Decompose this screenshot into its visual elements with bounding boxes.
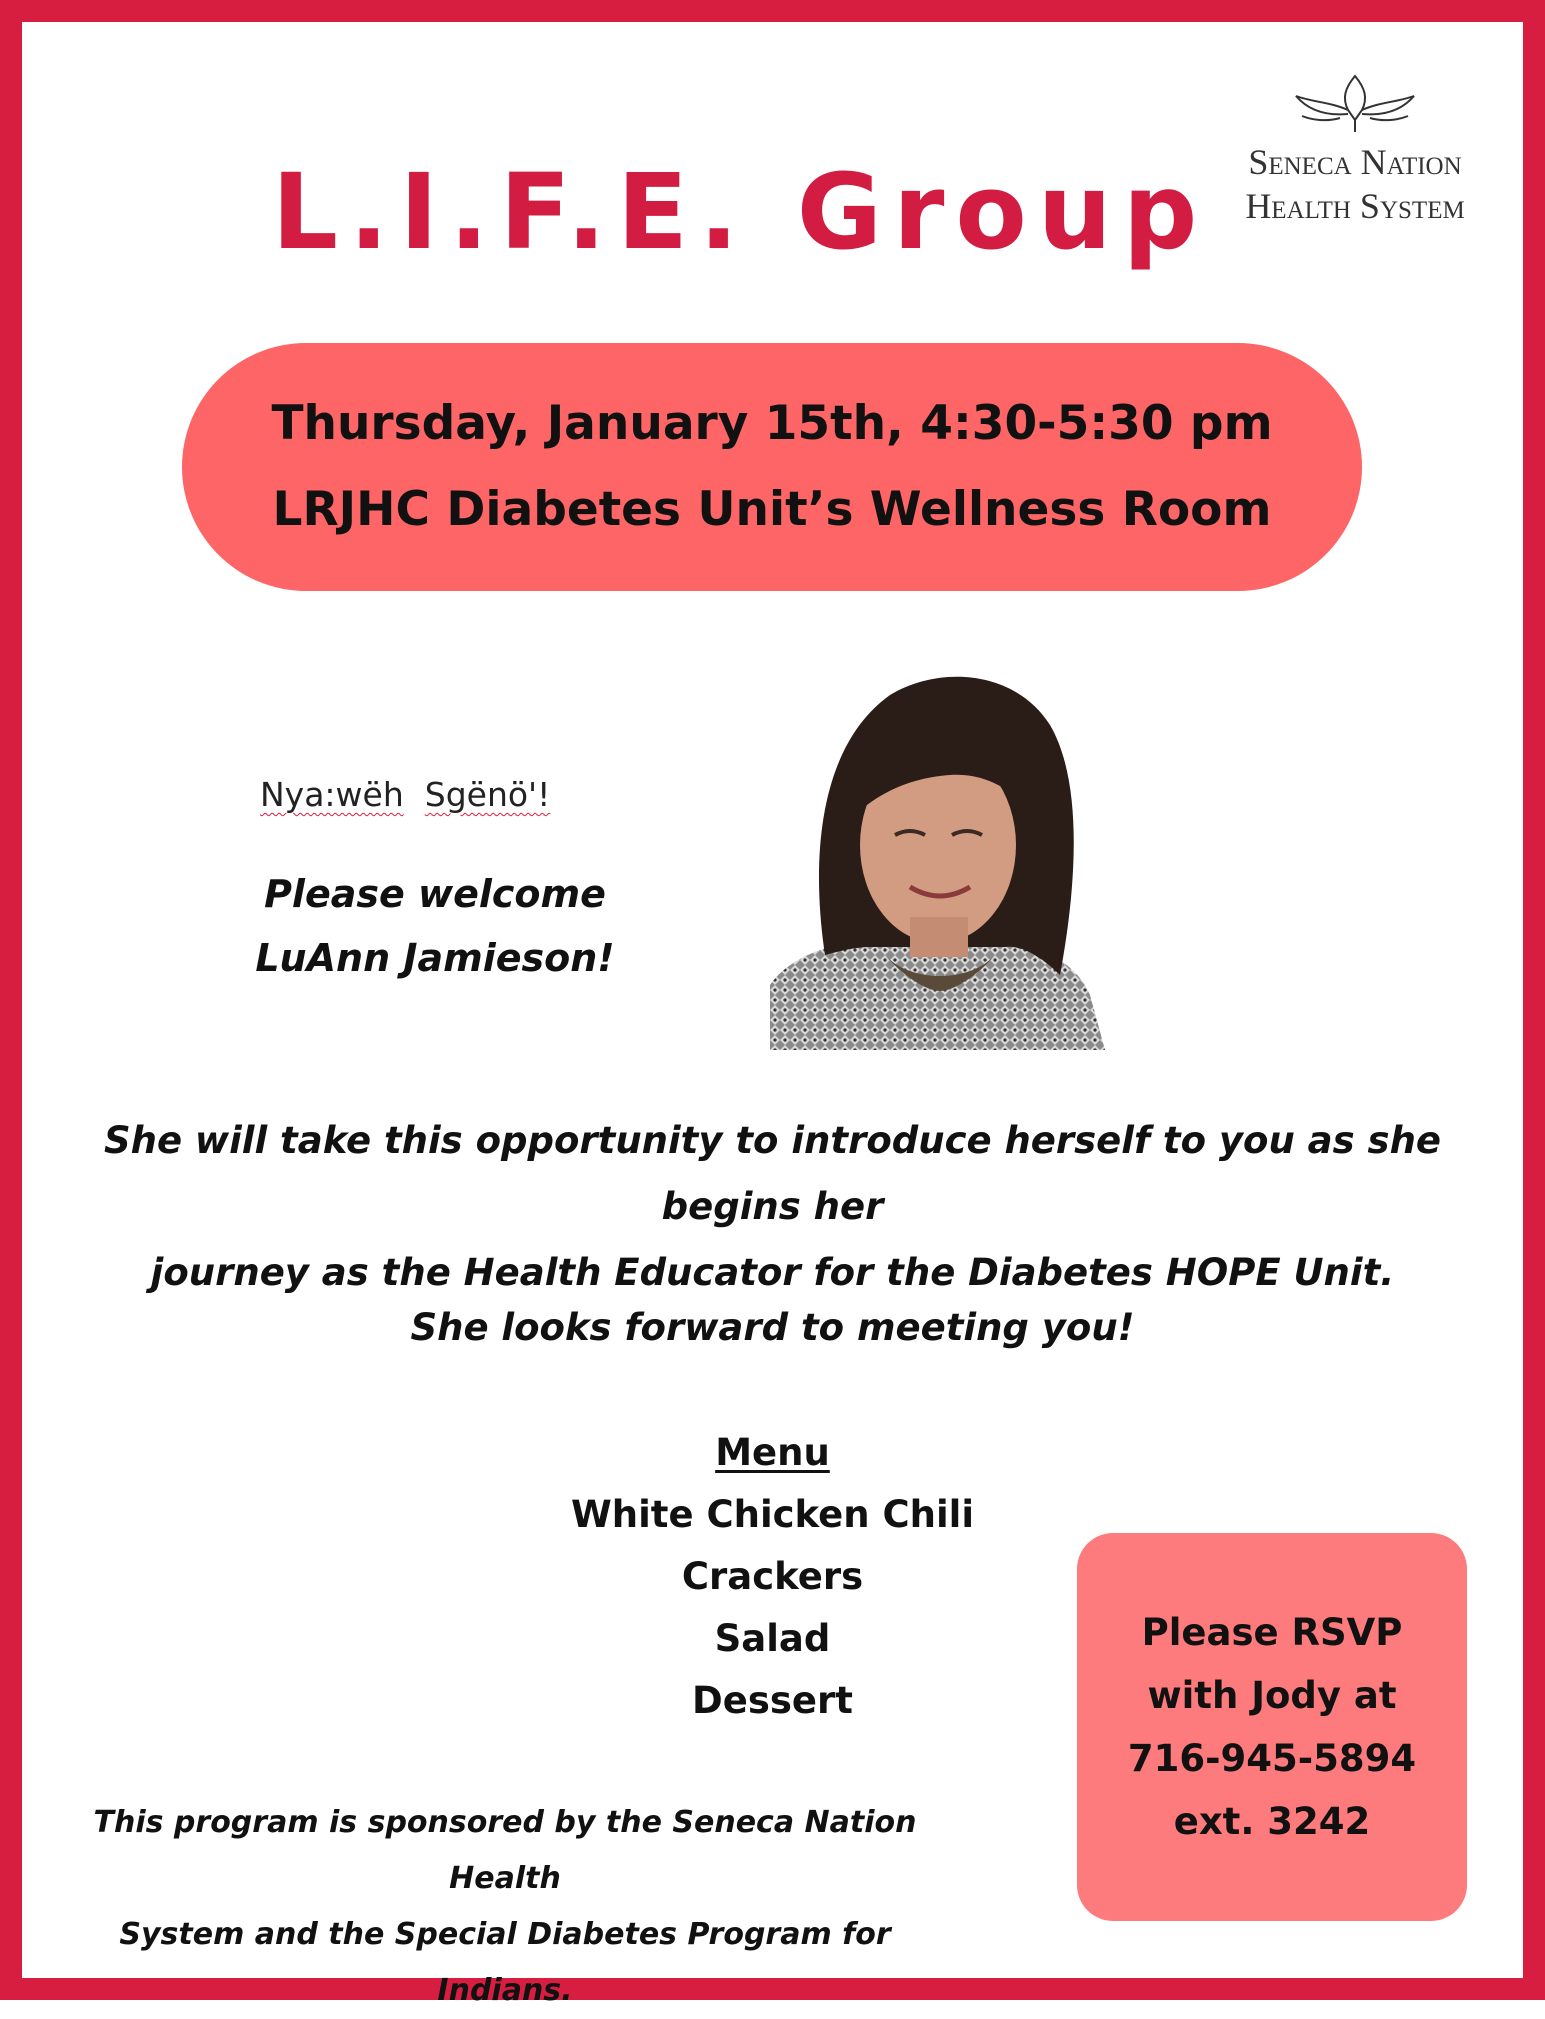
logo-text-line2: Health System xyxy=(1245,186,1465,226)
rsvp-box xyxy=(1077,1533,1467,1921)
welcome-line-2: LuAnn Jamieson! xyxy=(255,936,615,980)
greeting-text xyxy=(260,775,550,814)
rsvp-extension: ext. 3242 xyxy=(1173,1800,1371,1843)
welcome-text xyxy=(235,862,635,990)
seneca-nation-logo xyxy=(1210,72,1500,228)
sponsor-note xyxy=(55,1795,955,2019)
menu-item: Salad xyxy=(714,1617,831,1660)
rsvp-line: with Jody at xyxy=(1147,1674,1397,1717)
menu-item: Crackers xyxy=(681,1555,864,1598)
greeting-word-1: Nya:wëh xyxy=(260,775,404,814)
intro-line-1: She will take this opportunity to introduce herself to you as she begins her xyxy=(103,1119,1442,1228)
sponsor-line-2: System and the Special Diabetes Program for Indians. xyxy=(119,1917,891,2008)
menu-item: White Chicken Chili xyxy=(570,1493,975,1536)
intro-paragraph xyxy=(50,1108,1495,1306)
intro-line-2: journey as the Health Educator for the Diabetes HOPE Unit. xyxy=(150,1251,1395,1294)
logo-text-line1: Seneca Nation xyxy=(1248,142,1462,182)
presenter-photo xyxy=(770,655,1105,1050)
welcome-line-1: Please welcome xyxy=(264,872,606,916)
logo-emblem-icon xyxy=(1290,72,1420,134)
forward-text: She looks forward to meeting you! xyxy=(410,1306,1135,1349)
event-location: LRJHC Diabetes Unit’s Wellness Room xyxy=(272,482,1272,537)
rsvp-phone: 716-945-5894 xyxy=(1127,1737,1417,1780)
menu-section xyxy=(530,1422,1015,1732)
greeting-word-2: Sgënö'! xyxy=(424,775,551,814)
menu-item: Dessert xyxy=(692,1679,853,1722)
page-title: L.I.F.E. Group xyxy=(271,151,1209,273)
event-datetime: Thursday, January 15th, 4:30-5:30 pm xyxy=(271,396,1273,451)
menu-heading: Menu xyxy=(715,1431,830,1474)
event-banner xyxy=(182,343,1362,591)
rsvp-line: Please RSVP xyxy=(1141,1611,1403,1654)
sponsor-line-1: This program is sponsored by the Seneca Nation Health xyxy=(93,1805,917,1896)
